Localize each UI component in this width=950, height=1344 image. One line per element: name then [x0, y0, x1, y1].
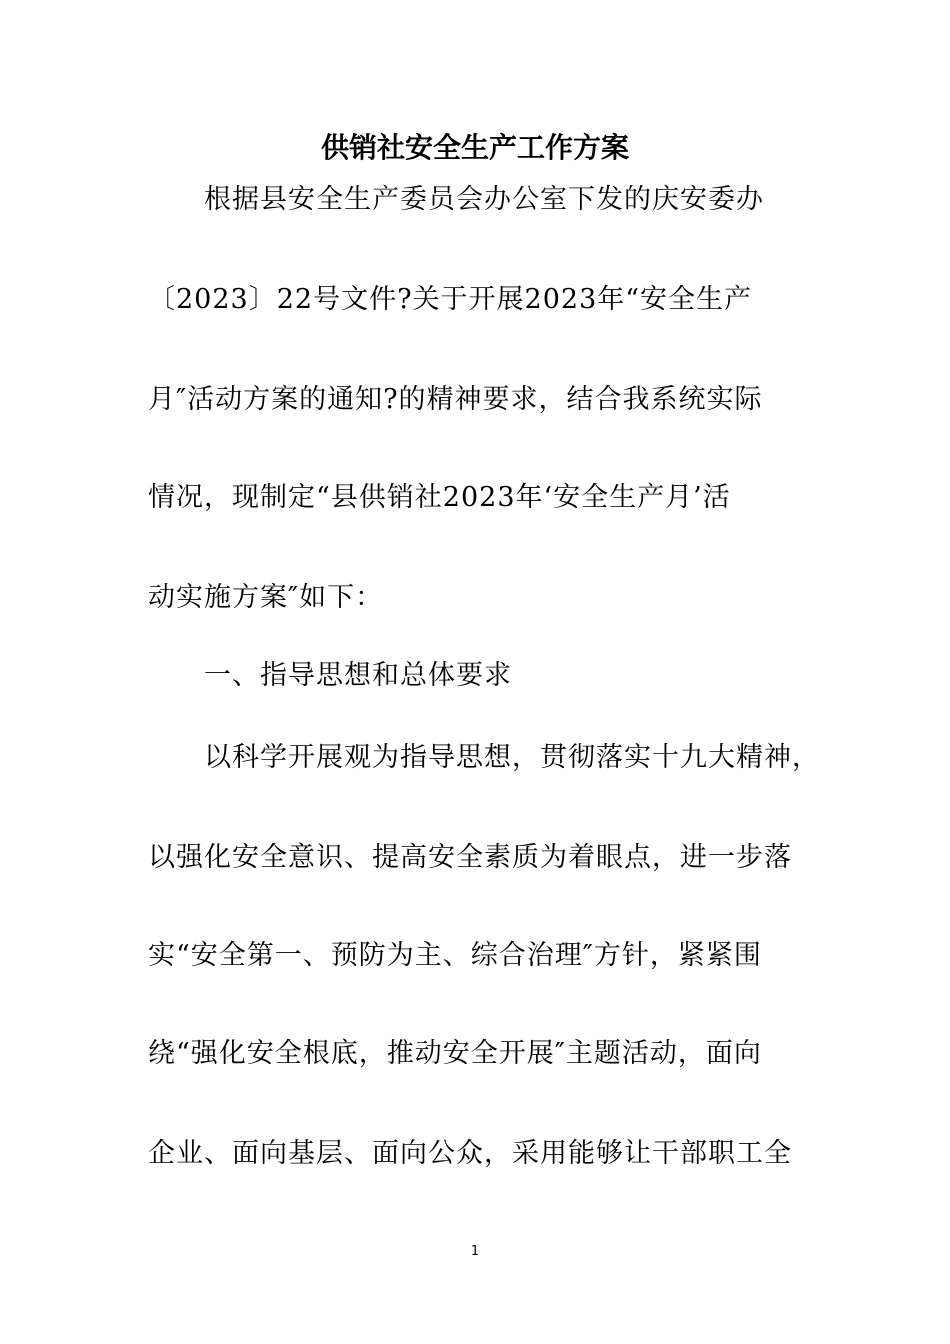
- page-number: 1: [470, 1244, 480, 1259]
- body-line-4: 情况，现制定“县供销社2023年‘安全生产月’活: [148, 482, 731, 513]
- body-line-1: 根据县安全生产委员会办公室下发的庆安委办: [148, 184, 764, 215]
- body-line-3: 月″活动方案的通知?的精神要求，结合我系统实际: [148, 384, 763, 415]
- section-heading-1: 一、指导思想和总体要求: [148, 660, 512, 691]
- body-line-9: 实“安全第一、预防为主、综合治理″方针，紧紧围: [148, 940, 762, 971]
- body-line-5: 动实施方案″如下：: [148, 582, 384, 613]
- body-line-10: 绕“强化安全根底，推动安全开展″主题活动，面向: [148, 1038, 762, 1069]
- body-line-7: 以科学开展观为指导思想，贯彻落实十九大精神，: [148, 742, 820, 773]
- body-line-8: 以强化安全意识、提高安全素质为着眼点，进一步落: [148, 842, 792, 873]
- document-title: 供销社安全生产工作方案: [320, 131, 629, 164]
- body-line-11: 企业、面向基层、面向公众，采用能够让干部职工全: [148, 1138, 792, 1169]
- body-line-2: 〔2023〕22号文件?关于开展2023年“安全生产: [148, 284, 753, 315]
